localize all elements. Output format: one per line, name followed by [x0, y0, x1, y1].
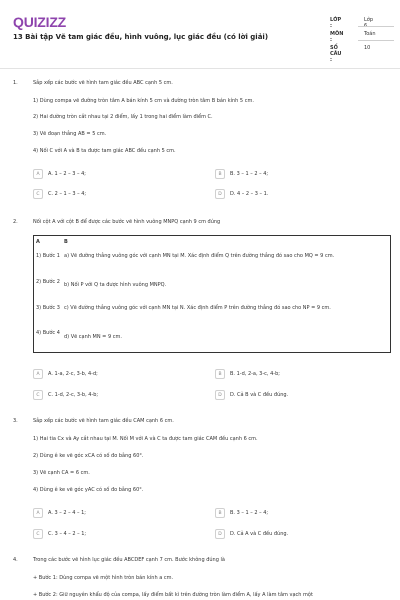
option-letter-box: A [33, 508, 43, 518]
option-letter-box: A [33, 369, 43, 379]
option-label: A. 3 – 2 – 4 – 1; [48, 510, 86, 516]
option-letter-box: C [33, 189, 43, 199]
option-label: C. 2 – 1 – 3 – 4; [48, 191, 87, 197]
statement: 3) Vẽ cạnh CA = 6 cm. [33, 470, 90, 476]
table-cell-b: c) Vẽ đường thẳng vuông góc với cạnh MN tại N. Xác định điểm P trên đường thẳng đó sao cho NP = 9 cm. [64, 305, 331, 311]
option-label: B. 3 – 1 – 2 – 4; [230, 171, 269, 177]
statement: + Bước 1: Dùng compa vẽ một hình tròn bán kính a cm. [33, 575, 174, 581]
meta-count-value: 10 [364, 45, 371, 51]
statement: 1) Dùng compa vẽ đường tròn tâm A bán kính 5 cm và đường tròn tâm B bán kính 5 cm. [33, 98, 254, 104]
option-letter-box: D [215, 390, 225, 400]
option-label: B. 3 – 1 – 2 – 4; [230, 510, 269, 516]
option-label: B. 1-d, 2-a, 3-c, 4-b; [230, 371, 280, 377]
meta-grade-value: Lớp 6 [364, 17, 374, 29]
question-text: Nối cột A với cột B để được các bước vẽ hình vuông MNPQ cạnh 9 cm đúng [33, 219, 221, 225]
option-label: D. 4 – 2 – 3 – 1. [230, 191, 269, 197]
option-letter-box: A [33, 169, 43, 179]
table-cell-a: 4) Bước 4 [36, 330, 60, 336]
answer-options [33, 369, 388, 405]
meta-count-key: SỐ CÂU : [330, 45, 342, 63]
question-number: 1. [13, 80, 18, 86]
question-number: 3. [13, 418, 18, 424]
table-cell-a: 2) Bước 2 [36, 279, 60, 285]
question-text: Sắp xếp các bước vẽ hình tam giác đều CAM cạnh 6 cm. [33, 418, 174, 424]
question-number: 2. [13, 219, 18, 225]
table-cell-a: 1) Bước 1 [36, 253, 60, 259]
statement: 1) Hai tia Cx và Ay cắt nhau tại M. Nối M với A và C ta được tam giác CAM đều cạnh 6 cm. [33, 436, 258, 442]
option-label: A. 1 – 2 – 3 – 4; [48, 171, 86, 177]
table-cell-b: d) Vẽ cạnh MN = 9 cm. [64, 334, 122, 340]
option-label: C. 1-d, 2-c, 3-b, 4-b; [48, 392, 99, 398]
meta-subject-value: Toán [364, 31, 376, 37]
meta-grade-key: LỚP : [330, 17, 342, 29]
meta-subject-key: MÔN : [330, 31, 344, 43]
worksheet-header [0, 0, 400, 68]
statement: 2) Hai đường tròn cắt nhau tại 2 điểm, lấy 1 trong hai điểm làm điểm C. [33, 114, 213, 120]
matching-table [33, 235, 391, 353]
option-label: D. Cả B và C đều đúng. [230, 392, 289, 398]
statement: 4) Nối C với A và B ta được tam giác ABC đều cạnh 5 cm. [33, 148, 176, 154]
answer-options [33, 508, 388, 544]
worksheet-title: 13 Bài tập Vẽ tam giác đều, hình vuông, lục giác đều (có lời giải) [13, 33, 269, 41]
table-header-b: B [64, 239, 68, 245]
answer-options [33, 169, 388, 205]
option-letter-box: B [215, 169, 225, 179]
table-cell-a: 3) Bước 3 [36, 305, 60, 311]
header-divider [0, 68, 400, 69]
option-label: A. 1-a, 2-c, 3-b, 4-d; [48, 371, 98, 377]
statement: 3) Vẽ đoạn thẳng AB = 5 cm. [33, 131, 107, 137]
option-letter-box: C [33, 529, 43, 539]
option-label: D. Cả A và C đều đúng. [230, 531, 289, 537]
meta-divider [358, 26, 394, 27]
option-letter-box: C [33, 390, 43, 400]
option-letter-box: B [215, 508, 225, 518]
quizizz-logo: QUIZIZZ [13, 14, 67, 30]
option-letter-box: D [215, 529, 225, 539]
table-header-a: A [36, 239, 40, 245]
option-letter-box: D [215, 189, 225, 199]
statement: + Bước 2: Giữ nguyên khẩu độ của compa, lấy điểm bất kì trên đường tròn làm điểm A, lấy A làm tâm vạch một [33, 592, 313, 598]
question-number: 4. [13, 557, 18, 563]
option-letter-box: B [215, 369, 225, 379]
question-text: Sắp xếp các bước vẽ hình tam giác đều ABC cạnh 5 cm. [33, 80, 173, 86]
meta-divider [358, 40, 394, 41]
statement: 4) Dùng ê ke vẽ góc yAC có số đo bằng 60°. [33, 487, 144, 493]
statement: 2) Dùng ê ke vẽ góc xCA có số đo bằng 60°. [33, 453, 144, 459]
option-label: C. 3 – 4 – 2 – 1; [48, 531, 87, 537]
question-text: Trong các bước vẽ hình lục giác đều ABCDEF cạnh 7 cm. Bước không đúng là [33, 557, 225, 563]
table-cell-b: a) Vẽ đường thẳng vuông góc với cạnh MN tại M. Xác định điểm Q trên đường thẳng đó sao cho MQ = 9 cm. [64, 253, 335, 259]
table-cell-b: b) Nối P với Q ta được hình vuông MNPQ. [64, 282, 167, 288]
